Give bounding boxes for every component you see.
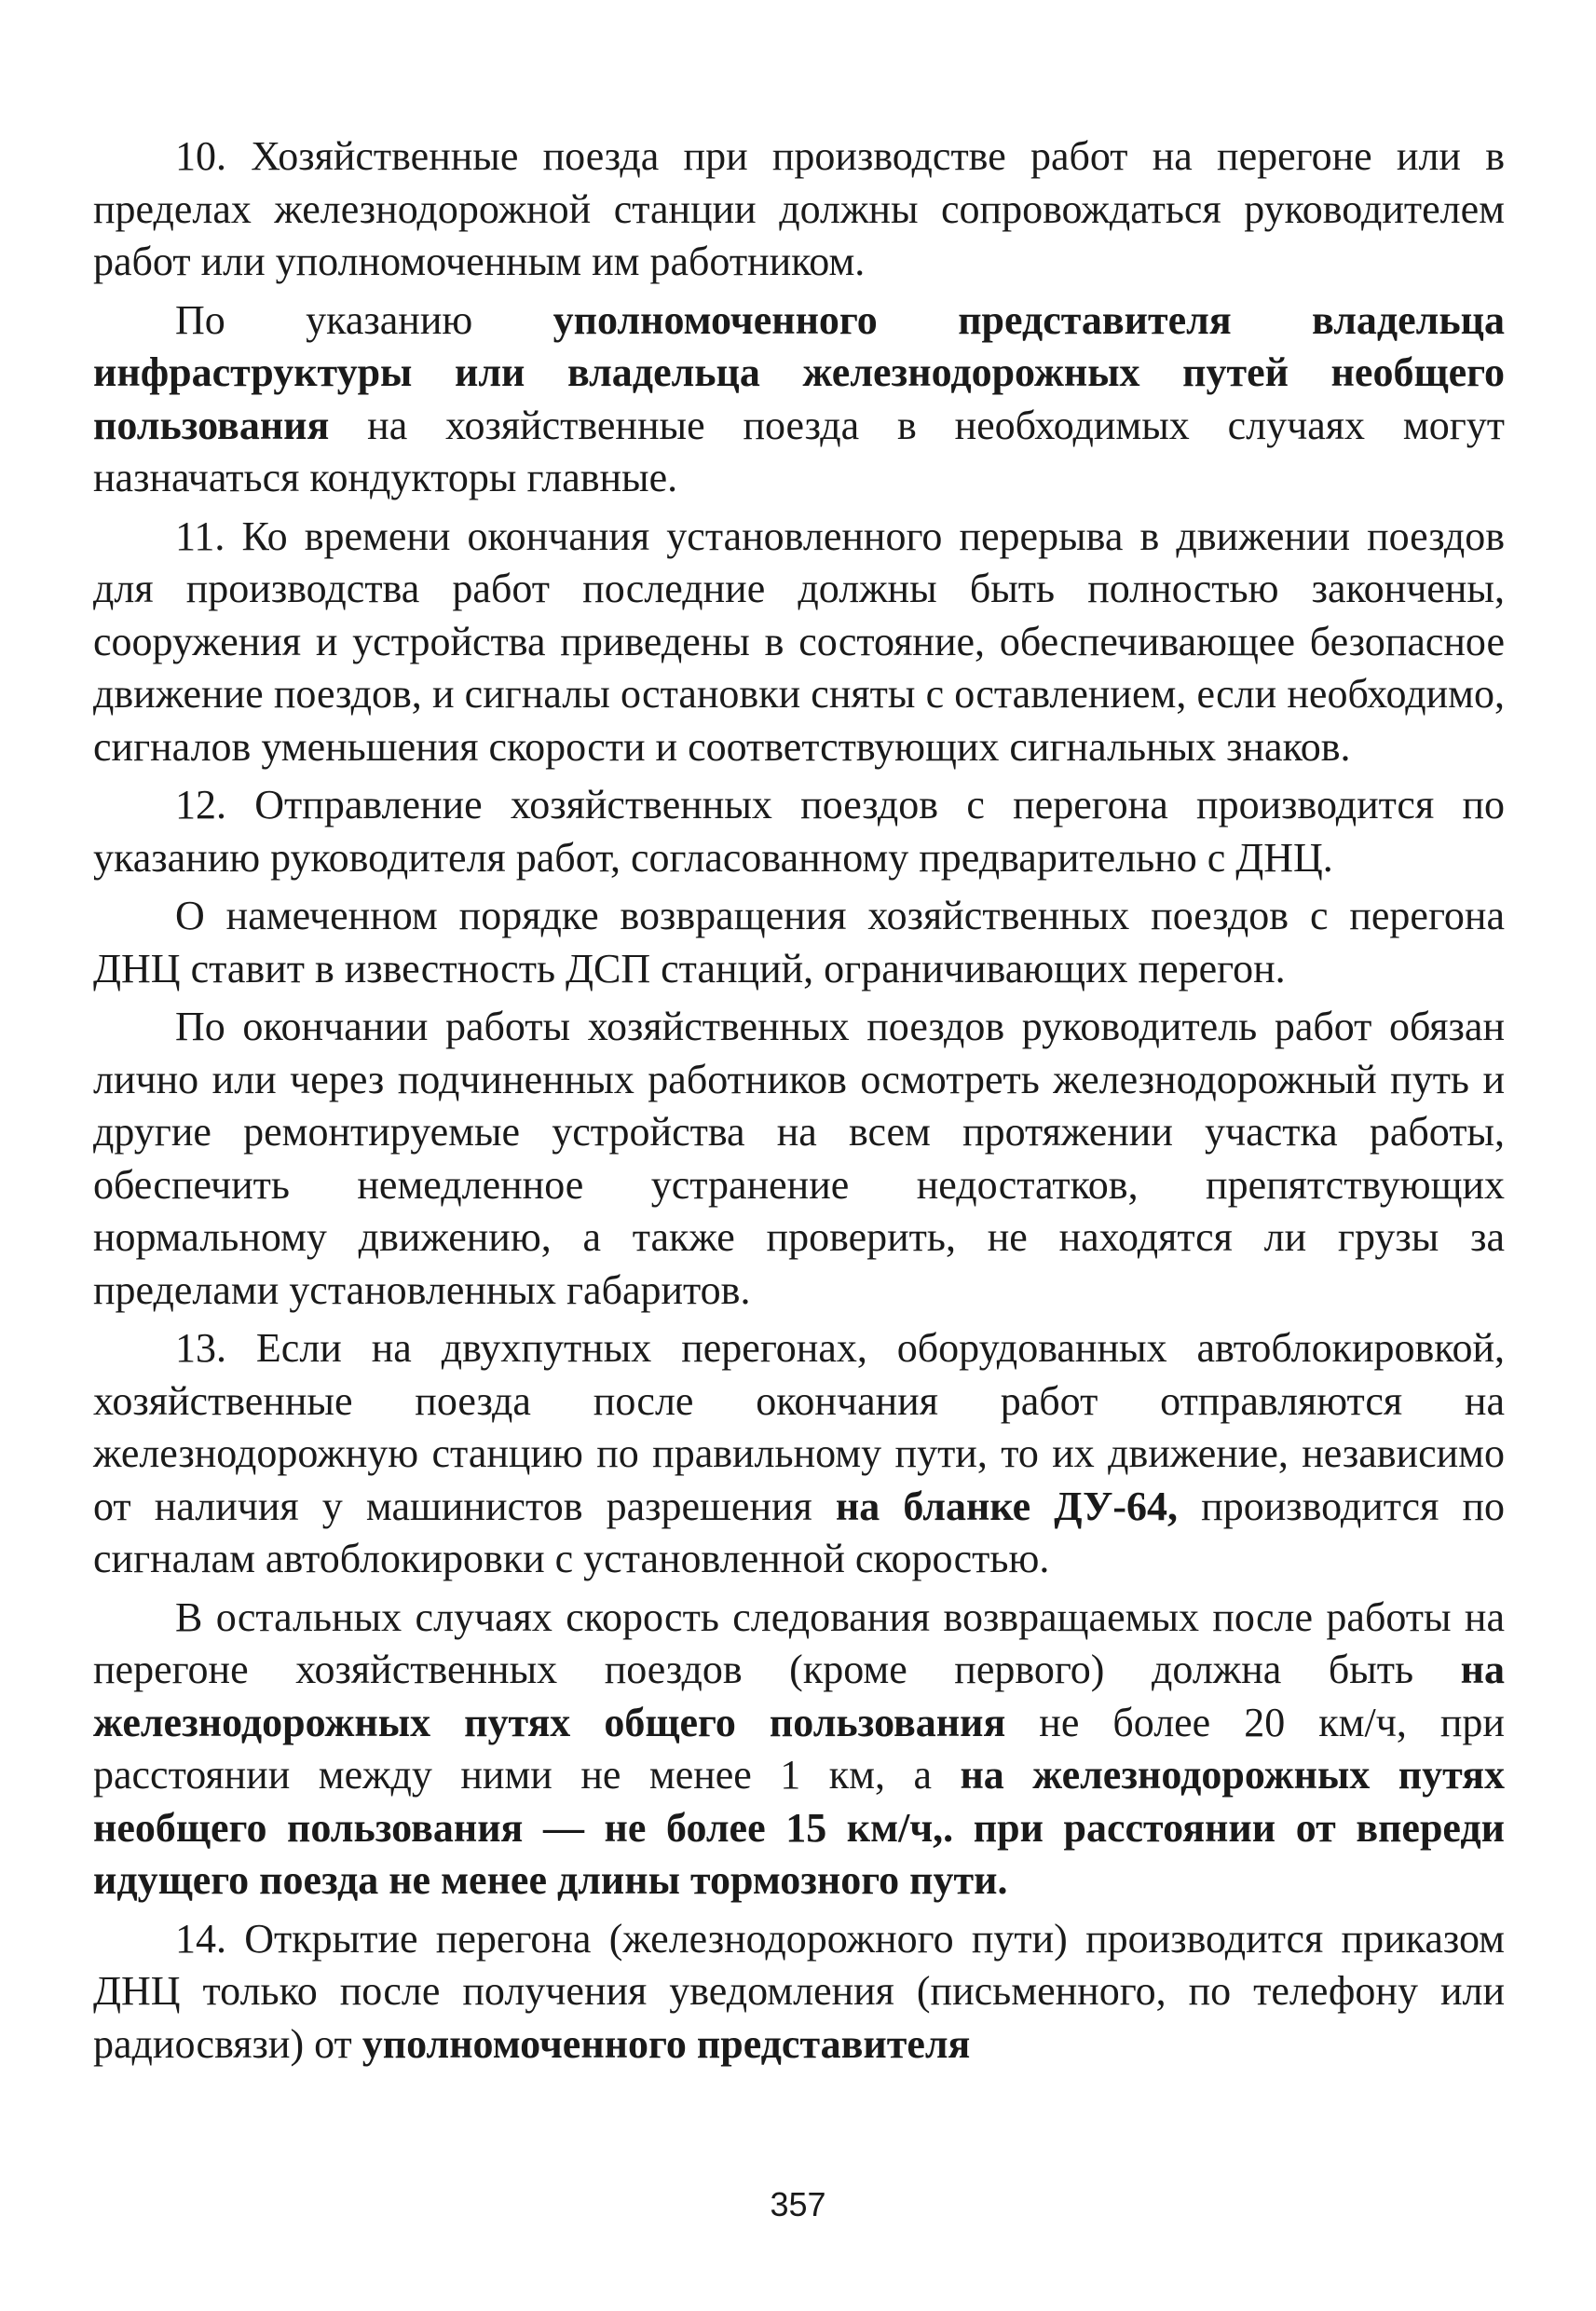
text-segment: не более 20 км/ч, при расстоянии между ними не менее 1 км, а	[93, 1699, 1505, 1798]
paragraph	[93, 890, 1505, 995]
bold-text-segment: на железнодорожных путях необщего пользования — не более 15 км/ч,. при расстоянии от впереди идущего поезда не менее длины тормозного пути.	[93, 1752, 1505, 1903]
document-page	[93, 130, 1505, 2264]
paragraph	[93, 1001, 1505, 1317]
paragraph	[93, 1913, 1505, 2072]
bold-text-segment: уполномоченного представителя	[361, 2020, 971, 2067]
text-segment: 12. Отправление хозяйственных поездов с перегона производится по указанию руководителя работ, согласованному предварительно с ДНЦ.	[93, 782, 1505, 881]
text-segment: 13. Если на двухпутных перегонах, оборудованных автоблокировкой, хозяйственные поезда после окончания работ отправляются на железнодорожную станцию по правильному пути, то их движение, независимо от наличия у машинистов разрешения	[93, 1325, 1505, 1529]
text-segment: 11. Ко времени окончания установленного перерыва в движении поездов для производства работ последние должны быть полностью закончены, сооружения и устройства приведены в состояние, обеспечивающее безопасное движение поездов, и сигналы остановки сняты с оставлением, если необходимо, сигналов уменьшения скорости и соответствующих сигнальных знаков.	[93, 513, 1505, 770]
bold-text-segment: уполномоченного представителя владельца инфраструктуры или владельца железнодорожных путей необщего пользования	[93, 296, 1505, 448]
page-number: 357	[770, 2185, 826, 2223]
text-segment: О намеченном порядке возвращения хозяйственных поездов с перегона ДНЦ ставит в известность ДСП станций, ограничивающих перегон.	[93, 893, 1505, 991]
text-segment: 14. Открытие перегона (железнодорожного пути) производится приказом ДНЦ только после получения уведомления (письменного, по телефону или радиосвязи) от	[93, 1915, 1505, 2067]
bold-text-segment: на железнодорожных путях общего пользования	[93, 1647, 1505, 1745]
paragraph	[93, 1592, 1505, 1908]
text-segment: производится по сигналам автоблокировки с установленной скоростью.	[93, 1483, 1505, 1581]
text-segment: По указанию	[175, 296, 553, 343]
paragraph	[93, 779, 1505, 884]
text-segment: 10. Хозяйственные поезда при производстве работ на перегоне или в пределах железнодорожной станции должны сопровождаться руководителем работ или уполномоченным им работником.	[93, 133, 1505, 284]
bold-text-segment: на бланке ДУ-64,	[835, 1483, 1179, 1529]
paragraph	[93, 130, 1505, 289]
paragraph	[93, 294, 1505, 505]
text-segment: По окончании работы хозяйственных поездов руководитель работ обязан лично или через подчиненных работников осмотреть железнодорожный путь и другие ремонтируемые устройства на всем протяжении участка работы, обеспечить немедленное устранение недостатков, препятствующих нормальному движению, а также проверить, не находятся ли грузы за пределами установленных габаритов.	[93, 1004, 1505, 1313]
text-segment: В остальных случаях скорость следования возвращаемых после работы на перегоне хозяйственных поездов (кроме первого) должна быть	[93, 1593, 1505, 1692]
text-segment: на хозяйственные поезда в необходимых случаях могут назначаться кондукторы главные.	[93, 402, 1505, 500]
paragraph	[93, 511, 1505, 774]
paragraph	[93, 1322, 1505, 1586]
